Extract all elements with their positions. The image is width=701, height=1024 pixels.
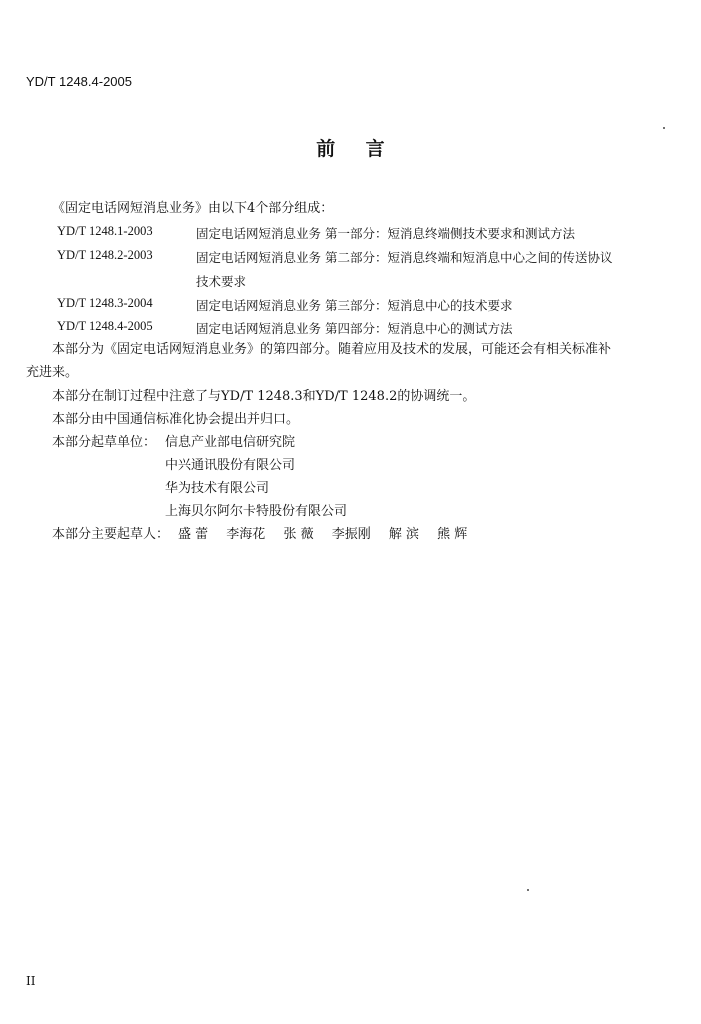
part-2-title: 固定电话网短消息业务 第二部分：短消息终端和短消息中心之间的传送协议: [196, 250, 613, 265]
part-1-title: 固定电话网短消息业务 第一部分：短消息终端侧技术要求和测试方法: [196, 226, 575, 241]
drafter-name: 李海花: [226, 527, 266, 542]
paragraph-1-line-1: 本部分为《固定电话网短消息业务》的第四部分。随着应用及技术的发展，可能还会有相关标准补: [52, 342, 612, 357]
intro-line: 《固定电话网短消息业务》由以下4个部分组成：: [52, 201, 334, 216]
drafters-list: [178, 526, 481, 544]
drafter-name: 盛 蕾: [178, 527, 209, 542]
paragraph-1-line-2: 充进来。: [26, 365, 79, 380]
part-1-code: YD/T 1248.1-2003: [57, 224, 153, 238]
drafter-name: 张 薇: [283, 527, 314, 542]
drafting-unit-2: 中兴通讯股份有限公司: [165, 458, 296, 473]
drafter-name: 熊 辉: [437, 527, 468, 542]
part-4-code: YD/T 1248.4-2005: [57, 319, 153, 333]
part-3-code: YD/T 1248.3-2004: [57, 296, 153, 310]
drafting-units-label: 本部分起草单位：: [52, 435, 157, 450]
part-2-code: YD/T 1248.2-2003: [57, 248, 153, 262]
scan-speck: [663, 127, 665, 129]
drafters-label: 本部分主要起草人：: [52, 527, 170, 542]
scan-speck: [527, 889, 529, 891]
paragraph-3: 本部分由中国通信标准化协会提出并归口。: [52, 412, 300, 427]
part-4-title: 固定电话网短消息业务 第四部分：短消息中心的测试方法: [196, 321, 513, 336]
drafter-name: 李振刚: [331, 527, 371, 542]
drafting-unit-4: 上海贝尔阿尔卡特股份有限公司: [165, 504, 348, 519]
page-number: II: [26, 974, 36, 988]
document-code: YD/T 1248.4-2005: [26, 74, 132, 89]
drafter-name: 解 滨: [388, 527, 420, 542]
part-2-title-continued: 技术要求: [196, 274, 247, 289]
drafting-unit-3: 华为技术有限公司: [165, 481, 270, 496]
drafting-unit-1: 信息产业部电信研究院: [165, 435, 296, 450]
paragraph-2: 本部分在制订过程中注意了与YD/T 1248.3和YD/T 1248.2的协调统一。: [52, 389, 476, 404]
page-title: 前言: [316, 138, 416, 160]
part-3-title: 固定电话网短消息业务 第三部分：短消息中心的技术要求: [196, 298, 513, 313]
